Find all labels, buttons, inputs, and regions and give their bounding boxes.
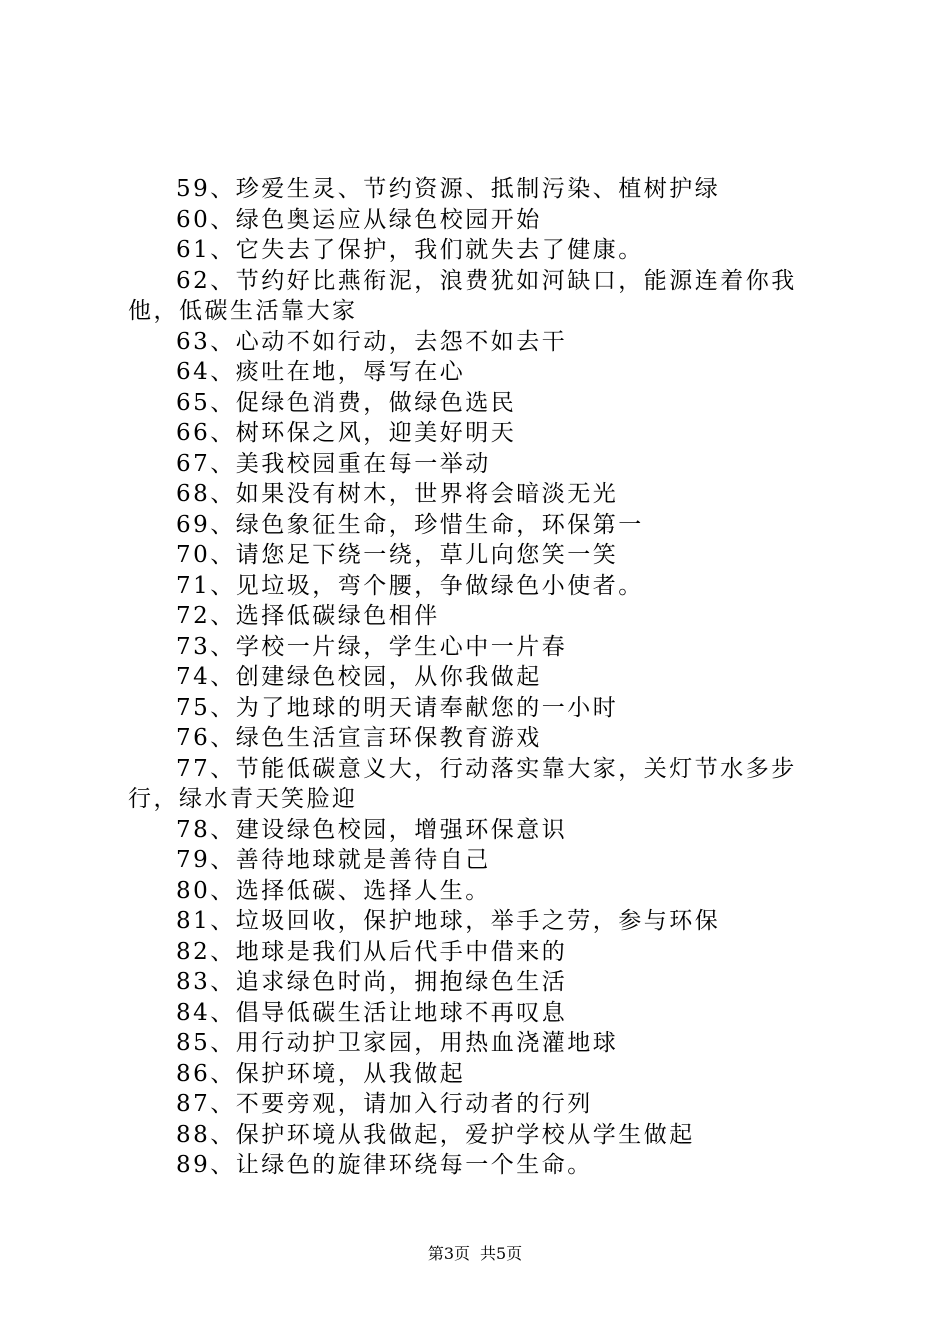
slogan-item: 89、让绿色的旋律环绕每一个生命。 [176,1152,593,1178]
slogan-item: 79、善待地球就是善待自己 [176,847,491,873]
slogan-item: 66、树环保之风，迎美好明天 [176,420,517,446]
page-footer [0,1244,950,1264]
slogan-item: 84、倡导低碳生活让地球不再叹息 [176,999,568,1026]
slogan-item: 77、节能低碳意义大，行动落实靠大家，关灯节水多步行，绿水青天笑脸迎 [128,755,797,812]
slogan-item: 69、绿色象征生命，珍惜生命，环保第一 [176,511,644,538]
slogan-item: 83、追求绿色时尚，拥抱绿色生活 [176,969,568,995]
slogan-item: 80、选择低碳、选择人生。 [176,877,491,904]
slogan-item: 81、垃圾回收，保护地球，举手之劳，参与环保 [176,908,721,934]
slogan-item: 82、地球是我们从后代手中借来的 [176,938,568,965]
slogan-item: 60、绿色奥运应从绿色校园开始 [176,206,542,233]
slogan-item: 67、美我校园重在每一举动 [176,450,491,477]
slogan-list [128,174,828,1181]
slogan-item: 59、珍爱生灵、节约资源、抵制污染、植树护绿 [176,176,721,202]
slogan-item: 85、用行动护卫家园，用热血浇灌地球 [176,1030,619,1056]
slogan-item: 88、保护环境从我做起，爱护学校从学生做起 [176,1121,695,1148]
slogan-item: 62、节约好比燕衔泥，浪费犹如河缺口，能源连着你我他，低碳生活靠大家 [128,267,797,324]
slogan-item: 73、学校一片绿，学生心中一片春 [176,633,568,660]
slogan-item: 86、保护环境，从我做起 [176,1060,466,1087]
slogan-item: 75、为了地球的明天请奉献您的一小时 [176,694,619,721]
slogan-item: 71、见垃圾，弯个腰，争做绿色小使者。 [176,572,644,599]
slogan-item: 61、它失去了保护，我们就失去了健康。 [176,237,644,263]
slogan-item: 72、选择低碳绿色相伴 [176,603,440,629]
slogan-item: 64、痰吐在地，辱写在心 [176,359,466,385]
slogan-item: 87、不要旁观，请加入行动者的行列 [176,1091,593,1117]
slogan-item: 70、请您足下绕一绕，草儿向您笑一笑 [176,542,619,568]
slogan-item: 65、促绿色消费，做绿色选民 [176,389,517,416]
slogan-item: 63、心动不如行动，去怨不如去干 [176,328,568,355]
slogan-item: 78、建设绿色校园，增强环保意识 [176,816,568,843]
slogan-item: 76、绿色生活宣言环保教育游戏 [176,725,542,751]
page-number: 第3页 [427,1244,470,1263]
page-total: 共5页 [480,1244,523,1263]
slogan-item: 68、如果没有树木，世界将会暗淡无光 [176,481,619,507]
slogan-item: 74、创建绿色校园，从你我做起 [176,664,542,690]
